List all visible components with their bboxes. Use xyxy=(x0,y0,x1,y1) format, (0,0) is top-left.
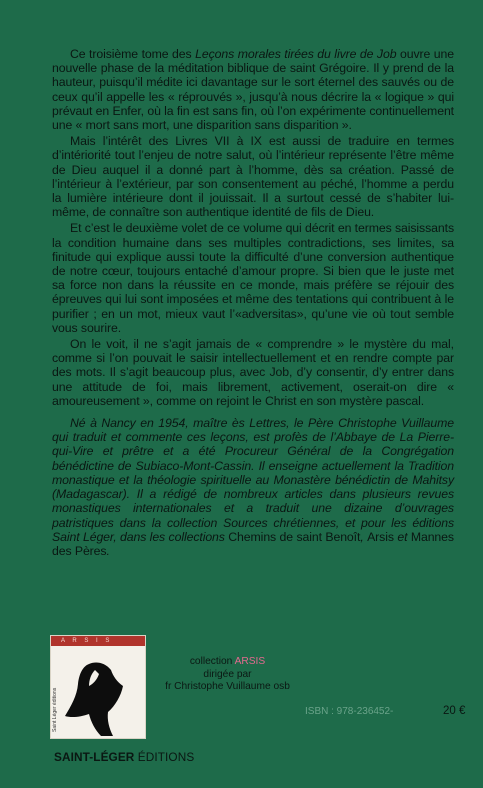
collection-mannes: Mannes des Pères xyxy=(52,529,454,558)
paragraph-mystery: On le voit, il ne s’agit jamais de « comprendre » le mystère du mal, comme si l’on pouvait le saisir intellectuellement et en rendre compte par des mots. Il s’agit beaucoup plus, avec Job, d’y consentir, d’y entrer dans une attitude de foi, mais librement, activement, oserait-on dire « amoureusement », comme on rejoint le Christ en son mystère pascal. xyxy=(52,337,454,408)
publisher-rest: ÉDITIONS xyxy=(134,750,195,764)
bio-conjunction: et xyxy=(393,529,411,544)
paragraph-intro-start: Ce troisième tome des xyxy=(70,47,196,61)
publisher-name xyxy=(54,750,194,764)
collection-chemins: Chemins de saint Benoît xyxy=(228,529,361,544)
paragraph-human-condition: Et c’est le deuxième volet de ce volume qui décrit en termes saisissants la condition humaine dans ses multiples contradictions, ses limites, sa finitude qui explique aussi toute la difficulté d’une conversion authentique de notre cœur, toujours entaché d’amour propre. Si bien que le juste met sa force non dans la réussite en ce monde, mais préfère se réjouir des épreuves qui lui sont imposées et même des tentations qui contribuent à le purifier ; en un mot, mieux vaut l’«adversitas», qu’une vie où tout semble vous sourire. xyxy=(52,221,454,335)
book-title: Leçons morales tirées du livre de Job xyxy=(195,47,397,61)
author-bio-text: Né à Nancy en 1954, maître ès Lettres, le Père Christophe Vuillaume qui traduit et commente ces leçons, est profès de l’Abbaye de La Pierre-qui-Vire et prêtre et a été Procureur Général de la Congrégation bénédictine de Subiaco-Mont-Cassin. Il enseigne actuellement la Tradition monastique et la théologie spirituelle au Monastère bénédictin de Mahitsy (Madagascar). Il a rédigé de nombreux articles dans plusieurs revues monastiques internationales et a traduit une dizaine d’ouvrages patristiques dans la collection Sources chrétiennes, et pour les éditions Saint Léger, dans les collections xyxy=(52,416,454,544)
thumbnail-band-text: A R S I S xyxy=(61,638,113,644)
author-bio xyxy=(52,416,454,558)
collection-directed-by: dirigée par xyxy=(203,668,252,680)
collection-label: collection xyxy=(189,656,235,667)
collection-name: ARSIS xyxy=(234,656,266,667)
monk-silhouette-icon xyxy=(51,636,147,740)
collection-line xyxy=(150,656,305,669)
collection-arsis: Arsis xyxy=(367,529,394,544)
publisher-bold: SAINT-LÉGER xyxy=(54,750,135,764)
paragraph-intro xyxy=(52,47,454,132)
collection-cover-thumbnail xyxy=(50,635,146,739)
collection-info xyxy=(150,656,305,694)
thumbnail-spine-text: Saint Léger éditions xyxy=(52,687,58,732)
price: 20 € xyxy=(443,705,466,717)
paragraph-interiority: Mais l’intérêt des Livres VII à IX est aussi de traduire en termes d’intériorité tout l’enjeu de notre salut, où l’intérieur représente l’être même de Dieu auquel il a donné part à l’homme, dès sa création. Passé de l’intérieur à l’extérieur, par son consentement au péché, l’homme a perdu la lumière intérieure dont il jouissait. Il a surtout cessé de s’habiter lui-même, de connaître son authentique identité de fils de Dieu. xyxy=(52,134,454,220)
isbn: ISBN : 978-236452- xyxy=(305,706,394,717)
bio-end: . xyxy=(106,543,110,558)
bio-separator: , xyxy=(360,529,368,544)
cover-blurb xyxy=(52,47,454,560)
paragraph-intro-end: ouvre une nouvelle phase de la méditation biblique de saint Grégoire. Il y prend de la hauteur, puisqu’il médite ici davantage sur le sort éternel des sauvés ou de ceux qu’il appelle les « réprouvés », jusqu’à nous décrire la « logique » qui prévaut en Enfer, où la fin est sans fin, où l’on expérimente continuellement une « mort sans mort, une disparition sans disparition ». xyxy=(52,47,454,133)
collection-director: fr Christophe Vuillaume osb xyxy=(165,681,290,692)
